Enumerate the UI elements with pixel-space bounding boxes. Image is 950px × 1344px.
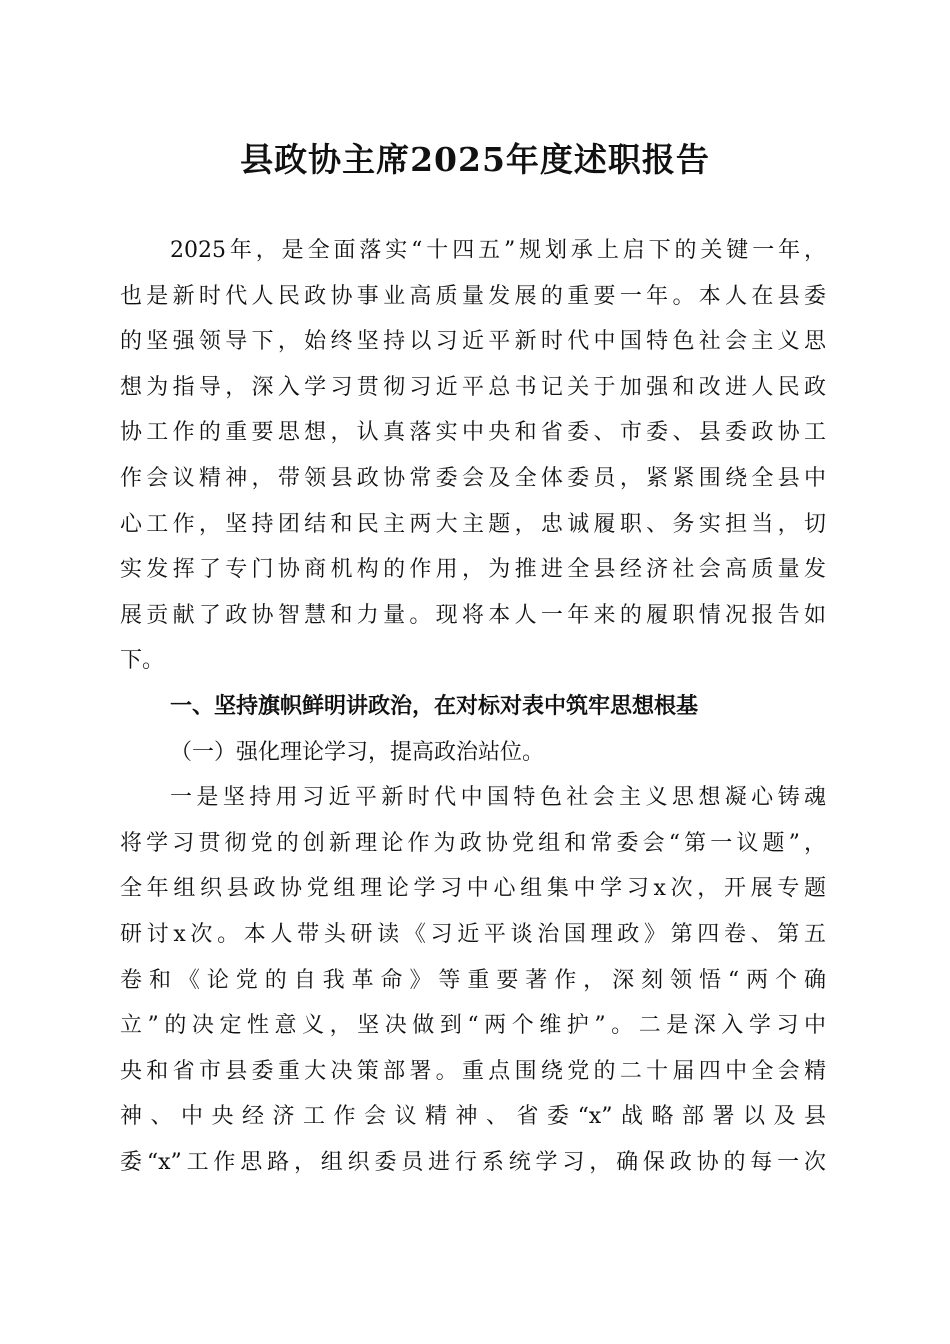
document-body: [120, 228, 826, 1185]
paragraph-line: 全年组织县政协党组理论学习中心组集中学习x次，开展专题: [120, 876, 826, 902]
paragraph-line: 一是坚持用习近平新时代中国特色社会主义思想凝心铸魂: [170, 785, 826, 811]
paragraph-line: 神、中央经济工作会议精神、省委“x”战略部署以及县: [120, 1104, 826, 1130]
paragraph-line: 作会议精神，带领县政协常委会及全体委员，紧紧围绕全县中: [120, 465, 826, 491]
paragraph-line: 协工作的重要思想，认真落实中央和省委、市委、县委政协工: [120, 420, 826, 446]
paragraph-line: 央和省市县委重大决策部署。重点围绕党的二十届四中全会精: [120, 1058, 826, 1084]
paragraph-line: 想为指导，深入学习贯彻习近平总书记关于加强和改进人民政: [120, 374, 826, 400]
paragraph-line: 研讨x次。本人带头研读《习近平谈治国理政》第四卷、第五: [120, 921, 826, 947]
section-heading: 一、坚持旗帜鲜明讲政治，在对标对表中筑牢思想根基: [170, 693, 699, 719]
paragraph-line: 也是新时代人民政协事业高质量发展的重要一年。本人在县委: [120, 283, 826, 309]
subsection-heading: （一）强化理论学习，提高政治站位。: [170, 739, 545, 765]
paragraph-line: 展贡献了政协智慧和力量。现将本人一年来的履职情况报告如: [120, 602, 826, 628]
paragraph-line: 立”的决定性意义，坚决做到“两个维护”。二是深入学习中: [120, 1013, 826, 1039]
paragraph-line: 委“x”工作思路，组织委员进行系统学习，确保政协的每一次: [120, 1149, 826, 1175]
paragraph-line: 卷和《论党的自我革命》等重要著作，深刻领悟“两个确: [120, 967, 826, 993]
document-title: 县政协主席2025年度述职报告: [240, 140, 710, 179]
paragraph-line: 心工作，坚持团结和民主两大主题，忠诚履职、务实担当，切: [120, 511, 826, 537]
paragraph-line: 实发挥了专门协商机构的作用，为推进全县经济社会高质量发: [120, 557, 826, 583]
paragraph-line: 2025年，是全面落实“十四五”规划承上启下的关键一年，: [170, 238, 826, 263]
paragraph-line: 的坚强领导下，始终坚持以习近平新时代中国特色社会主义思: [120, 329, 826, 355]
paragraph-line: 下。: [120, 648, 165, 674]
paragraph-line: 将学习贯彻党的创新理论作为政协党组和常委会“第一议题”，: [120, 830, 826, 856]
